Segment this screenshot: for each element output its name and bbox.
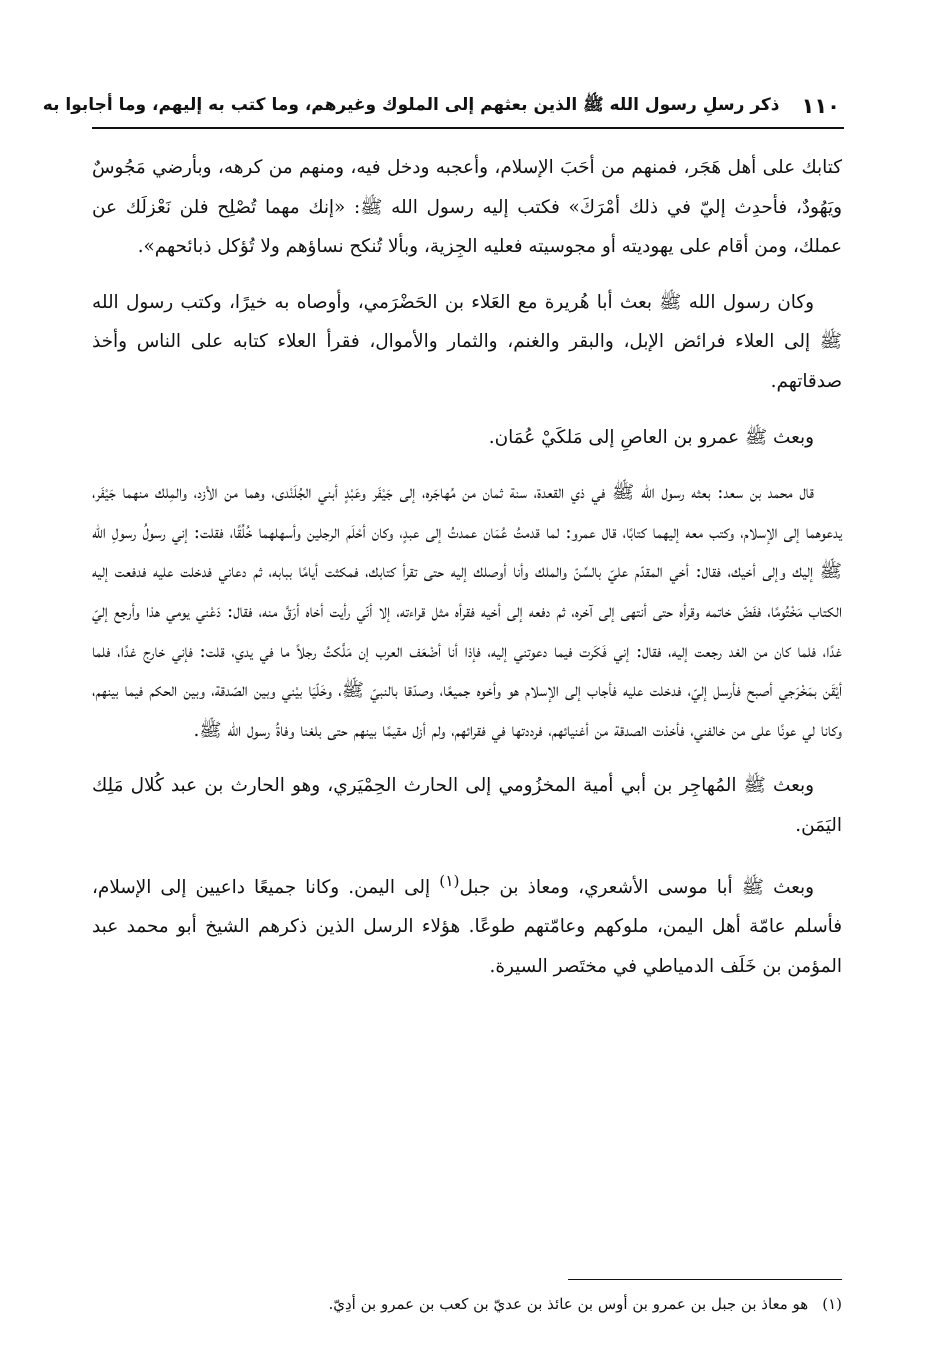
paragraph: كتابك على أهل هَجَر، فمنهم من أحَبَ الإسلام، وأعجبه ودخل فيه، ومنهم من كرهه، وبأرضي مَجُوسٌ ويَهُودٌ، فأحدِث إليّ في ذلك أمْرَكَ» فكتب إليه رسول الله ﷺ: «إنك مهما تُصْلِح فلن نَعْزلَك عن عملك، ومن أقام على يهوديته أو مجوسيته فعليه الجِزية، وبألا تُنكح نساؤهم ولا تُؤكل ذبائحهم». <box>92 157 842 258</box>
footnote-reference[interactable]: (١) <box>439 871 460 890</box>
running-header <box>42 88 840 124</box>
header-divider <box>92 127 844 129</box>
paragraph: وبعث ﷺ عمرو بن العاصِ إلى مَلكَيْ عُمَان. <box>488 426 814 448</box>
chapter-title: ذكر رسلِ رسول الله ﷺ الذين بعثهم إلى الملوك وغيرهم، وما كتب به إليهم، وما أجابوا به <box>42 94 780 115</box>
paragraph: قال محمد بن سعد: بعثه رسول الله ﷺ في ذي القعدة، سنة ثمان من مُهاجَره، إلى جَيْفَر وعَبْدٍ أبني الجُلَنْدى، وهما من الأزد، والمِلك منهما جَيْفَر، يدعوهما إلى الإسلام، وكتب معه إليهما كتابًا، قال عمرو: لما قدمتُ عُمَان عمدتُ إلى عبدٍ، وكان أحْلَم الرجلين وأسهلهما خُلُقًا، فقلت: إني رسولُ رسولِ الله ﷺ إليك وإلى أخيك، فقال: أخي المقدّم عليّ بالسِّنّ والملك وأنا أوصلك إليه حتى تقرأ كتابك، فمكثت أيامًا ببابه، ثم دعاني فدخلت عليه فدفعت إليه الكتاب مَخْتُومًا، ففَضّ خاتمه وقرأه حتى أنتهى إلى آخره، ثم دفعه إلى أخيه فقرأه مثل قراءته، إلا أنّي رأيت أخاه أرَقَّ منه، فقال: دَعْني يومي هذا وأرجع إليّ غدًا، فلما كان من الغد رجعت إليه، فقال: إني فَكَرت فيما دعوتني إليه، فإذا أنا أضْعَف العرب إن مَلَّكتُ رجلاً ما في يدي، قلت: فإني خارج غدًا، فلما أيْقَن بمَخْرَجي أصبح فأرسل إليّ، فدخلت عليه فأجاب إلى الإسلام هو وأخوه جميعًا، وصدّقا بالنبيّ ﷺ، وخَلّيَا بيْني وبين الصّدقة، وبين الحكم فيما بينهم، وكانا لي عونًا على من خالفني، فأخذت الصدقة من أغنيائهم، فرددتها في فقرائهم، ولم أزل مقيمًا بينهم حتى بلغنا وفاةُ رسول الله ﷺ. <box>92 482 842 741</box>
footnote-divider <box>568 1279 842 1280</box>
footnote-number: (١) <box>822 1295 842 1313</box>
paragraph: وكان رسول الله ﷺ بعث أبا هُريرة مع العَلاء بن الحَضْرَمي، وأوصاه به خيرًا، وكتب رسول الله ﷺ إلى العلاء فرائض الإبل، والبقر والغنم، والثمار والأموال، فقرأ العلاء كتابه على الناس وأخذ صدقاتهم. <box>92 291 842 392</box>
paragraph: وبعث ﷺ المُهاجِر بن أبي أمية المخزُومي إلى الحارث الحِمْيَري، وهو الحارث بن عبد كُلال مَلِك اليَمَن. <box>92 775 842 836</box>
paragraph-text: وبعث ﷺ أبا موسى الأشعري، ومعاذ بن جبل <box>459 876 814 898</box>
main-text <box>92 148 842 1002</box>
paragraph-last <box>92 862 842 987</box>
page-number: ١١٠ <box>801 94 840 118</box>
paragraph-text: إلى اليمن. وكانا جميعًا داعيين إلى الإسلام، فأسلم عامّة أهل اليمن، ملوكهم وعامّتهم طوعًا. هؤلاء الرسل الذين ذكرهم الشيخ أبو محمد عبد المؤمن بن خَلَف الدمياطي في مختَصر السيرة. <box>92 876 842 977</box>
footnote <box>92 1290 842 1318</box>
footnote-text: هو معاذ بن جبل بن عمرو بن أوس بن عائذ بن عديّ بن كعب بن عمرو بن أدِيّ. <box>328 1295 809 1313</box>
